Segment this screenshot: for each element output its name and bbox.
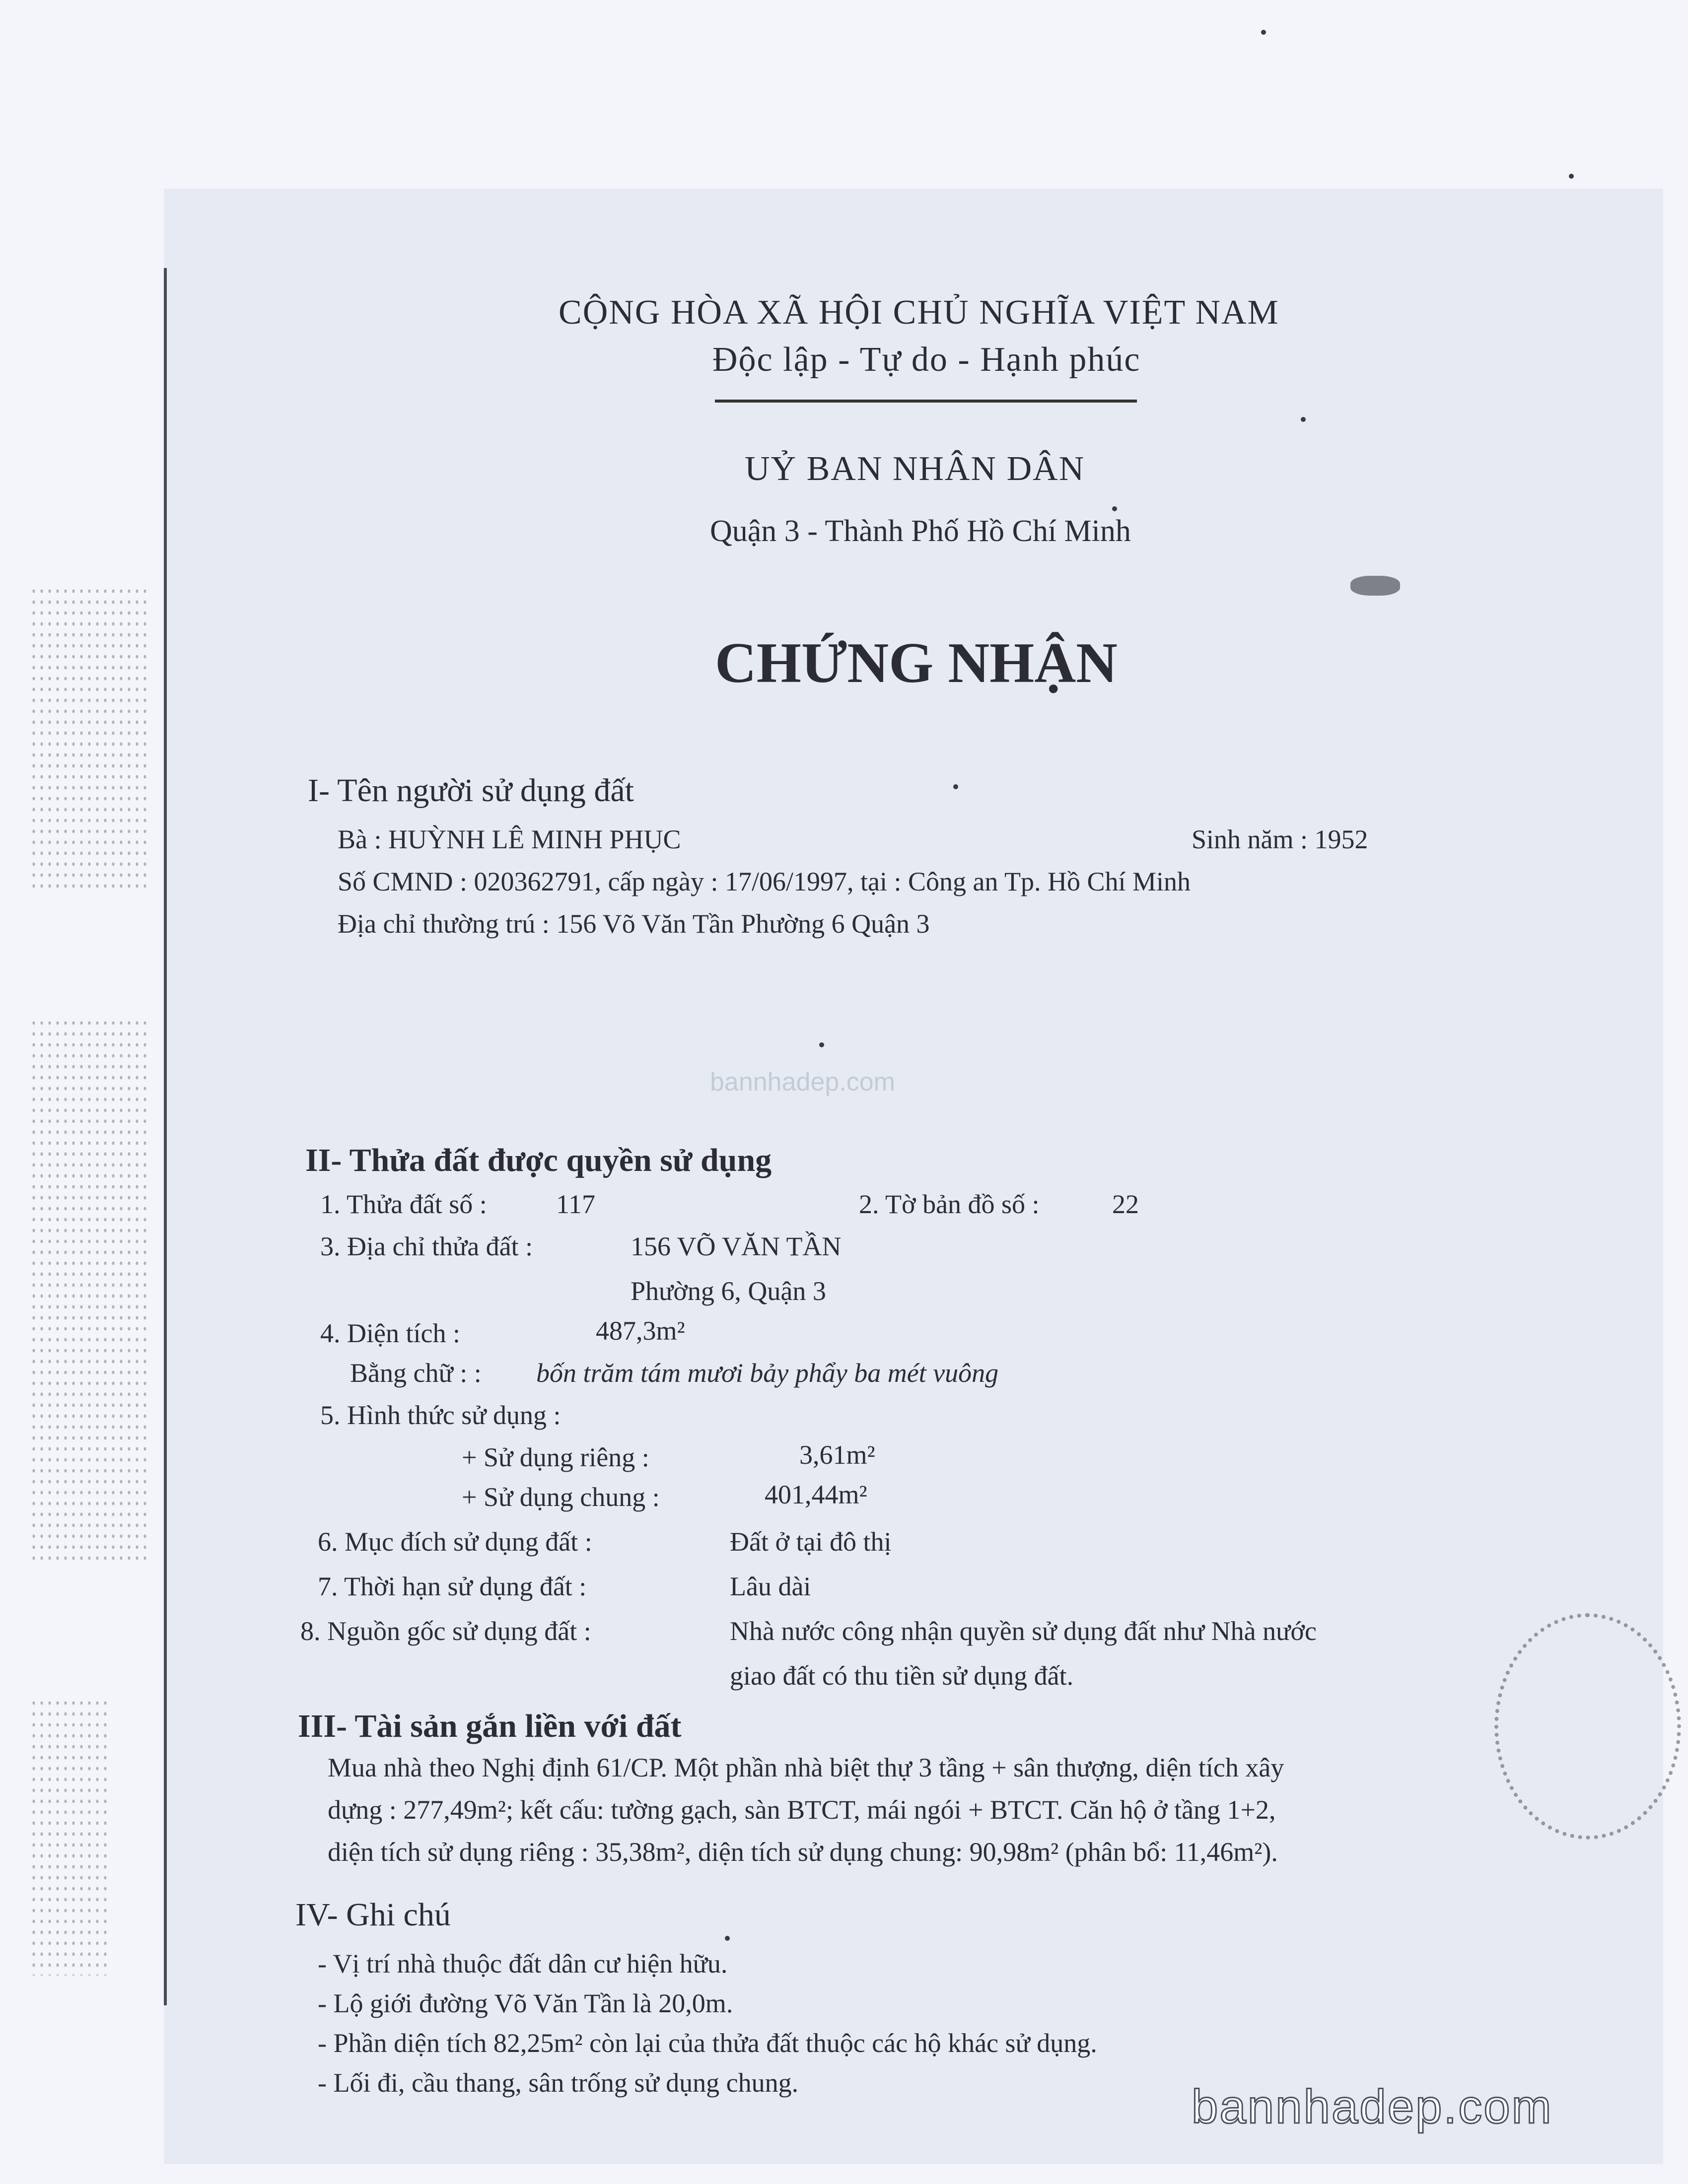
note-item: - Lối đi, cầu thang, sân trống sử dụng chung.	[318, 2068, 799, 2098]
note-item: - Phần diện tích 82,25m² còn lại của thửa đất thuộc các hộ khác sử dụng.	[318, 2028, 1097, 2058]
term-value: Lâu dài	[730, 1571, 811, 1601]
note-item: - Vị trí nhà thuộc đất dân cư hiện hữu.	[318, 1949, 728, 1979]
scan-edge-line	[164, 268, 167, 2005]
owner-birth-year: Sinh năm : 1952	[1192, 824, 1368, 854]
note-item: - Lộ giới đường Võ Văn Tần là 20,0m.	[318, 1988, 733, 2018]
parcel-ward-district: Phường 6, Quận 3	[631, 1276, 826, 1306]
origin-value-line1: Nhà nước công nhận quyền sử dụng đất như Nhà nước	[730, 1616, 1317, 1646]
scan-speck	[1112, 506, 1117, 511]
country-name: CỘNG HÒA XÃ HỘI CHỦ NGHĨA VIỆT NAM	[559, 293, 1279, 332]
private-use-label: + Sử dụng riêng :	[462, 1442, 649, 1472]
issuing-authority: UỶ BAN NHÂN DÂN	[745, 450, 1085, 488]
area-label: 4. Diện tích :	[320, 1318, 460, 1348]
area-value: 487,3m²	[596, 1316, 685, 1346]
shared-use-label: + Sử dụng chung :	[462, 1482, 660, 1512]
purpose-label: 6. Mục đích sử dụng đất :	[318, 1527, 592, 1557]
scan-noise	[30, 1698, 109, 1976]
section-4-heading: IV- Ghi chú	[295, 1897, 451, 1933]
area-words-label: Bằng chữ : :	[350, 1358, 482, 1388]
document-title: CHỨNG NHẬN	[715, 631, 1118, 695]
stamp-seal	[1494, 1613, 1681, 1840]
area-words-value: bốn trăm tám mươi bảy phẩy ba mét vuông	[536, 1358, 999, 1388]
watermark-corner: bannhadep.com	[1192, 2080, 1553, 2133]
parcel-address-label: 3. Địa chỉ thửa đất :	[320, 1231, 533, 1261]
parcel-label: 1. Thửa đất số :	[320, 1189, 487, 1219]
header-rule	[715, 400, 1137, 403]
scan-noise	[30, 586, 149, 893]
private-use-value: 3,61m²	[799, 1440, 875, 1470]
asset-line-3: diện tích sử dụng riêng : 35,38m², diện tích sử dụng chung: 90,98m² (phân bổ: 11,46m²).	[328, 1837, 1278, 1867]
map-sheet-value: 22	[1112, 1189, 1139, 1219]
purpose-value: Đất ở tại đô thị	[730, 1527, 892, 1557]
origin-label: 8. Nguồn gốc sử dụng đất :	[300, 1616, 591, 1646]
asset-line-2: dựng : 277,49m²; kết cấu: tường gạch, sàn BTCT, mái ngói + BTCT. Căn hộ ở tầng 1+2,	[328, 1795, 1276, 1825]
section-2-heading: II- Thửa đất được quyền sử dụng	[305, 1142, 772, 1178]
scan-speck	[1261, 30, 1266, 35]
scan-speck	[819, 1042, 824, 1047]
district-line: Quận 3 - Thành Phố Hồ Chí Minh	[710, 514, 1131, 548]
ink-smudge	[1350, 576, 1400, 596]
owner-name: Bà : HUỲNH LÊ MINH PHỤC	[338, 824, 681, 854]
usage-form-label: 5. Hình thức sử dụng :	[320, 1400, 561, 1430]
asset-line-1: Mua nhà theo Nghị định 61/CP. Một phần nhà biệt thự 3 tầng + sân thượng, diện tích xây	[328, 1753, 1284, 1782]
term-label: 7. Thời hạn sử dụng đất :	[318, 1571, 587, 1601]
scan-speck	[1301, 417, 1306, 422]
origin-value-line2: giao đất có thu tiền sử dụng đất.	[730, 1661, 1074, 1691]
scan-speck	[953, 784, 958, 789]
parcel-value: 117	[556, 1189, 595, 1219]
section-1-heading: I- Tên người sử dụng đất	[308, 772, 634, 809]
scan-speck	[1569, 174, 1574, 179]
watermark-center: bannhadep.com	[710, 1068, 895, 1096]
owner-id: Số CMND : 020362791, cấp ngày : 17/06/1997, tại : Công an Tp. Hồ Chí Minh	[338, 867, 1191, 896]
parcel-address-value: 156 VÕ VĂN TẦN	[631, 1231, 842, 1261]
section-3-heading: III- Tài sản gắn liền với đất	[298, 1708, 682, 1744]
scan-speck	[725, 1936, 730, 1941]
shared-use-value: 401,44m²	[765, 1480, 867, 1509]
map-sheet-label: 2. Tờ bản đồ số :	[859, 1189, 1040, 1219]
owner-address: Địa chỉ thường trú : 156 Võ Văn Tần Phường 6 Quận 3	[338, 909, 930, 939]
national-motto: Độc lập - Tự do - Hạnh phúc	[712, 341, 1141, 379]
scan-noise	[30, 1018, 149, 1564]
